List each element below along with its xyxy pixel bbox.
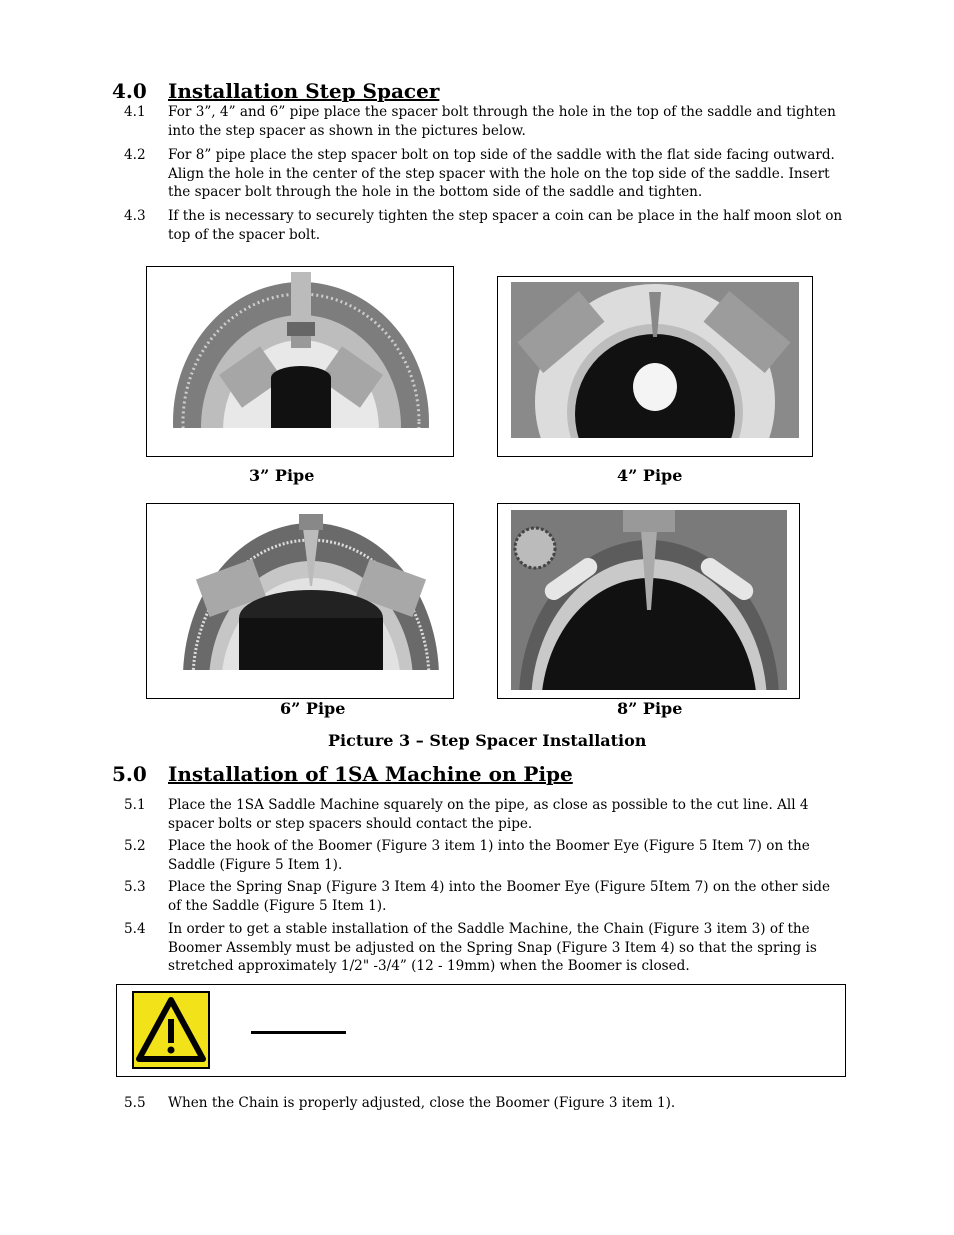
section-title: Installation Step Spacer <box>168 79 440 103</box>
photo-8-inch-image <box>511 510 787 690</box>
section-number: 4.0 <box>112 79 147 103</box>
photo-3-inch-image <box>171 272 431 428</box>
caption-4-inch: 4” Pipe <box>617 466 683 485</box>
item-number: 5.3 <box>124 879 146 895</box>
item-number: 5.5 <box>124 1095 146 1111</box>
item-number: 5.2 <box>124 838 146 854</box>
warning-triangle-icon <box>132 991 210 1069</box>
item-number: 4.2 <box>124 147 146 163</box>
item-text: Place the Spring Snap (Figure 3 Item 4) into the Boomer Eye (Figure 5Item 7) on the other side of the Saddle (Figure 5 Item 1). <box>168 879 831 914</box>
item-text: For 3”, 4” and 6” pipe place the spacer bolt through the hole in the top of the saddle and tighten into the step spacer as shown in the pictures below. <box>168 104 836 139</box>
item-text: If the is necessary to securely tighten the step spacer a coin can be place in the half moon slot on top of the spacer bolt. <box>168 208 843 243</box>
photo-4-inch-image <box>511 282 799 438</box>
caption-3-inch: 3” Pipe <box>249 466 315 485</box>
item-number: 5.4 <box>124 921 146 937</box>
section-number: 5.0 <box>112 762 147 786</box>
warning-box <box>116 984 846 1077</box>
item-text: Place the 1SA Saddle Machine squarely on the pipe, as close as possible to the cut line. All 4 spacer bolts or step spacers should contact the pipe. <box>168 797 809 832</box>
photo-8-inch-pipe <box>497 503 800 699</box>
picture-caption: Picture 3 – Step Spacer Installation <box>328 731 647 750</box>
item-text: When the Chain is properly adjusted, close the Boomer (Figure 3 item 1). <box>168 1095 676 1111</box>
item-text: In order to get a stable installation of the Saddle Machine, the Chain (Figure 3 item 3) of the Boomer Assembly must be adjusted on the Spring Snap (Figure 3 Item 4) so that the spring is stretched approximately 1/2" -3/4” (12 - 19mm) when the Boomer is closed. <box>168 921 817 974</box>
caption-8-inch: 8” Pipe <box>617 699 683 718</box>
section-title: Installation of 1SA Machine on Pipe <box>168 762 573 786</box>
warning-label-underline <box>251 1031 346 1034</box>
photo-6-inch-image <box>181 508 441 670</box>
item-text: For 8” pipe place the step spacer bolt on top side of the saddle with the flat side facing outward. Align the hole in the center of the step spacer with the hole on the top side of the saddle. Insert the spacer bolt through the hole in the bottom side of the saddle and tighten. <box>168 147 835 200</box>
item-text: Place the hook of the Boomer (Figure 3 item 1) into the Boomer Eye (Figure 5 Item 7) on the Saddle (Figure 5 Item 1). <box>168 838 810 873</box>
caption-6-inch: 6” Pipe <box>280 699 346 718</box>
photo-4-inch-pipe <box>497 276 813 457</box>
photo-6-inch-pipe <box>146 503 454 699</box>
photo-3-inch-pipe <box>146 266 454 457</box>
item-number: 4.1 <box>124 104 146 120</box>
item-number: 4.3 <box>124 208 146 224</box>
item-number: 5.1 <box>124 797 146 813</box>
